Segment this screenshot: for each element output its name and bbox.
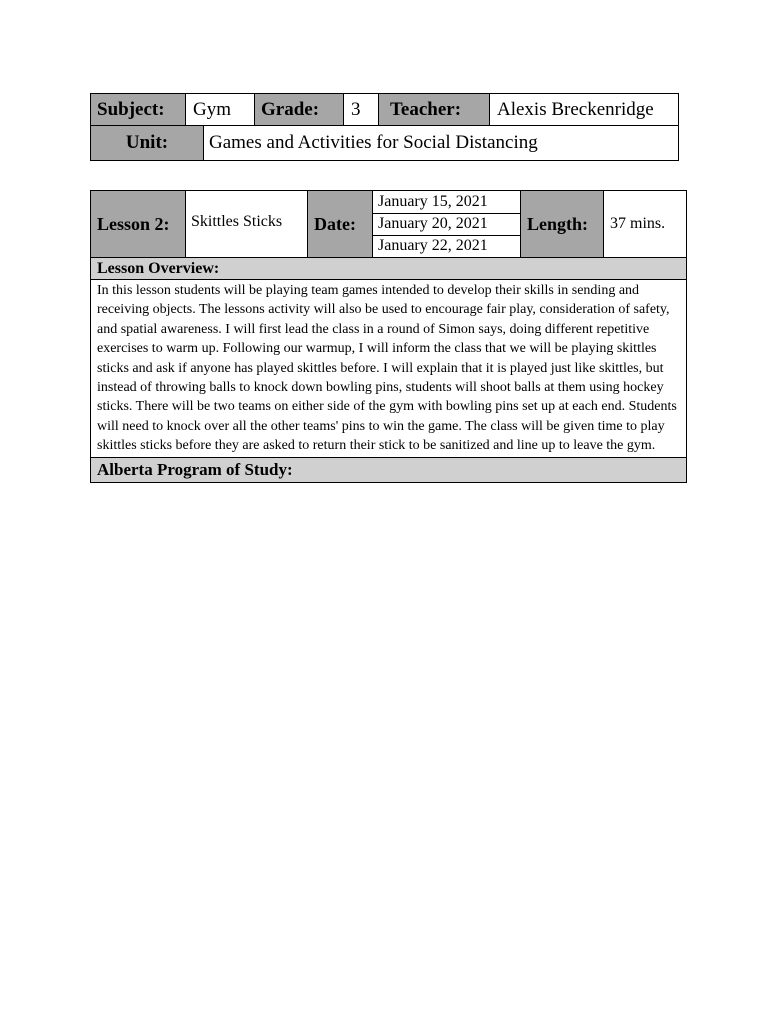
grade-label: Grade: (255, 94, 344, 126)
subject-value: Gym (186, 94, 255, 126)
subject-label: Subject: (91, 94, 186, 126)
date-item: January 20, 2021 (373, 213, 520, 235)
grade-value: 3 (344, 94, 379, 126)
dates-cell (373, 191, 521, 258)
unit-label: Unit: (91, 126, 204, 161)
date-item: January 22, 2021 (378, 237, 488, 254)
overview-heading: Lesson Overview: (91, 258, 687, 280)
lesson-header-table (90, 93, 679, 161)
teacher-label: Teacher: (379, 94, 490, 126)
date-item: January 15, 2021 (373, 192, 520, 214)
length-label: Length: (521, 191, 604, 258)
overview-text: In this lesson students will be playing team games intended to develop their skills in sending and receiving objects. The lessons activity will also be used to encourage fair play, consideration of safety, and spatial awareness. I will first lead the class in a round of Simon says, doing different repetitive exercises to warm up. Following our warmup, I will inform the class that we will be playing skittles sticks and ask if anyone has played skittles before. I will explain that it is played just like skittles, but instead of throwing balls to knock down bowling pins, students will shoot balls at them using hockey sticks. There will be two teams on either side of the gym with bowling pins set up at each end. Students will need to knock over all the other teams' pins to win the game. The class will be given time to play skittles sticks before they are asked to return their stick to be sanitized and line up to leave the gym. (91, 280, 687, 458)
dates-list (373, 192, 520, 257)
lesson-details-table (90, 190, 687, 483)
unit-value: Games and Activities for Social Distancing (204, 126, 679, 161)
lesson-label: Lesson 2: (91, 191, 186, 258)
program-of-study-heading: Alberta Program of Study: (91, 457, 687, 482)
length-value: 37 mins. (604, 191, 687, 258)
teacher-value: Alexis Breckenridge (490, 94, 679, 126)
lesson-value: Skittles Sticks (186, 191, 308, 258)
date-label: Date: (308, 191, 373, 258)
